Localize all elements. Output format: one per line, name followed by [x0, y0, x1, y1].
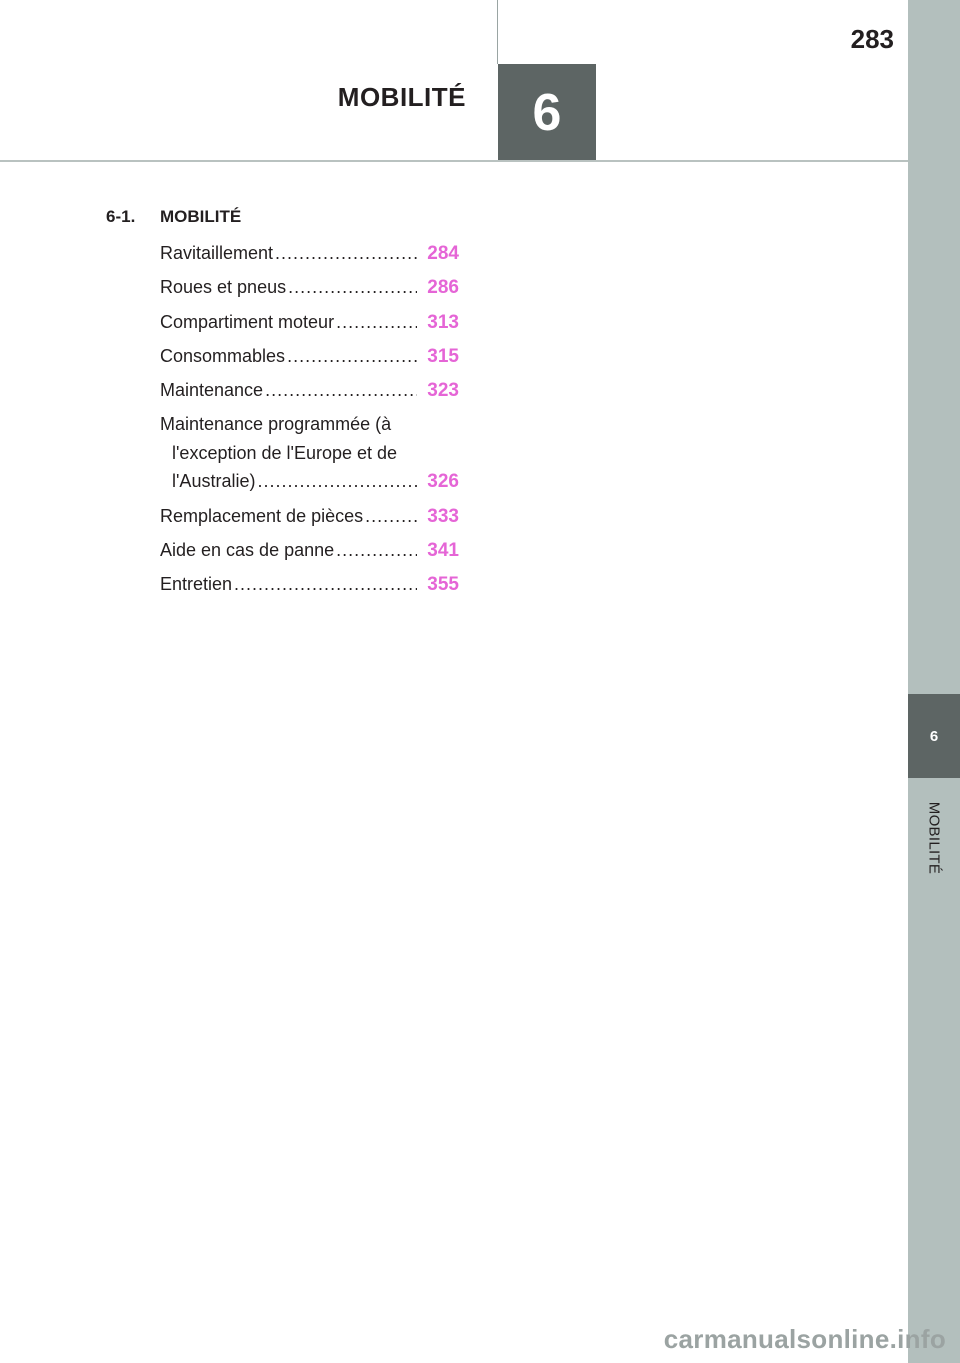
dot-leader: [257, 467, 417, 496]
toc-entry-title-line-2: l'exception de l'Europe et de: [172, 442, 398, 463]
toc-entry-title: Consommables: [160, 345, 286, 366]
toc-entry[interactable]: [160, 376, 459, 406]
side-tab-number[interactable]: 6: [908, 694, 960, 778]
toc-entry-title: Maintenance: [160, 380, 264, 401]
toc-entry[interactable]: [160, 239, 459, 269]
toc-page-link[interactable]: 284: [427, 243, 459, 264]
toc-page-link[interactable]: 341: [427, 540, 459, 562]
section-number: 6-1.: [106, 207, 136, 226]
toc-entry-title: Roues et pneus: [160, 277, 287, 298]
watermark: carmanualsonline.info: [663, 1324, 946, 1354]
toc-page-link[interactable]: 355: [427, 574, 459, 596]
dot-leader: [265, 376, 417, 405]
toc-page-link[interactable]: 313: [427, 311, 459, 333]
toc-entry-title-line-3: l'Australie): [172, 471, 256, 492]
toc-page-link[interactable]: 286: [427, 277, 459, 299]
toc-page-link[interactable]: 315: [427, 345, 459, 367]
dot-leader: [275, 239, 417, 268]
toc-entry[interactable]: [160, 410, 459, 497]
toc-section-heading: [106, 207, 466, 227]
dot-leader: [365, 502, 417, 531]
toc-entry[interactable]: [160, 570, 459, 600]
chapter-number: 6: [532, 83, 562, 142]
section-title: MOBILITÉ: [160, 207, 242, 226]
toc-page-link[interactable]: 326: [427, 471, 459, 493]
side-tab-label: MOBILITÉ: [925, 801, 943, 875]
toc-entry[interactable]: [160, 273, 459, 303]
dot-leader: [287, 342, 417, 371]
toc-page-link[interactable]: 333: [427, 505, 459, 527]
toc-entry-title: Ravitaillement: [160, 243, 274, 263]
toc-entry-title: Compartiment moteur: [160, 311, 335, 332]
toc-entry-title: Aide en cas de panne: [160, 540, 335, 561]
toc-entry[interactable]: [160, 342, 459, 372]
header-rule: [0, 160, 908, 162]
dot-leader: [336, 536, 417, 565]
toc-entry[interactable]: [160, 536, 459, 566]
header-divider: [497, 0, 498, 64]
toc-entry-title: Entretien: [160, 574, 233, 595]
table-of-contents: [106, 207, 466, 605]
side-tab: [908, 0, 960, 1363]
dot-leader: [234, 570, 417, 599]
toc-entry-title-line-1: Maintenance programmée (à: [160, 414, 392, 435]
chapter-number-box: [498, 64, 596, 161]
dot-leader: [288, 273, 417, 302]
toc-entry-title: Remplacement de pièces: [160, 505, 364, 526]
toc-page-link[interactable]: 323: [427, 380, 459, 402]
toc-entry[interactable]: [160, 308, 459, 338]
dot-leader: [336, 308, 417, 337]
chapter-title: MOBILITÉ: [337, 82, 466, 112]
page-number: 283: [850, 24, 894, 54]
toc-entry[interactable]: [160, 502, 459, 532]
